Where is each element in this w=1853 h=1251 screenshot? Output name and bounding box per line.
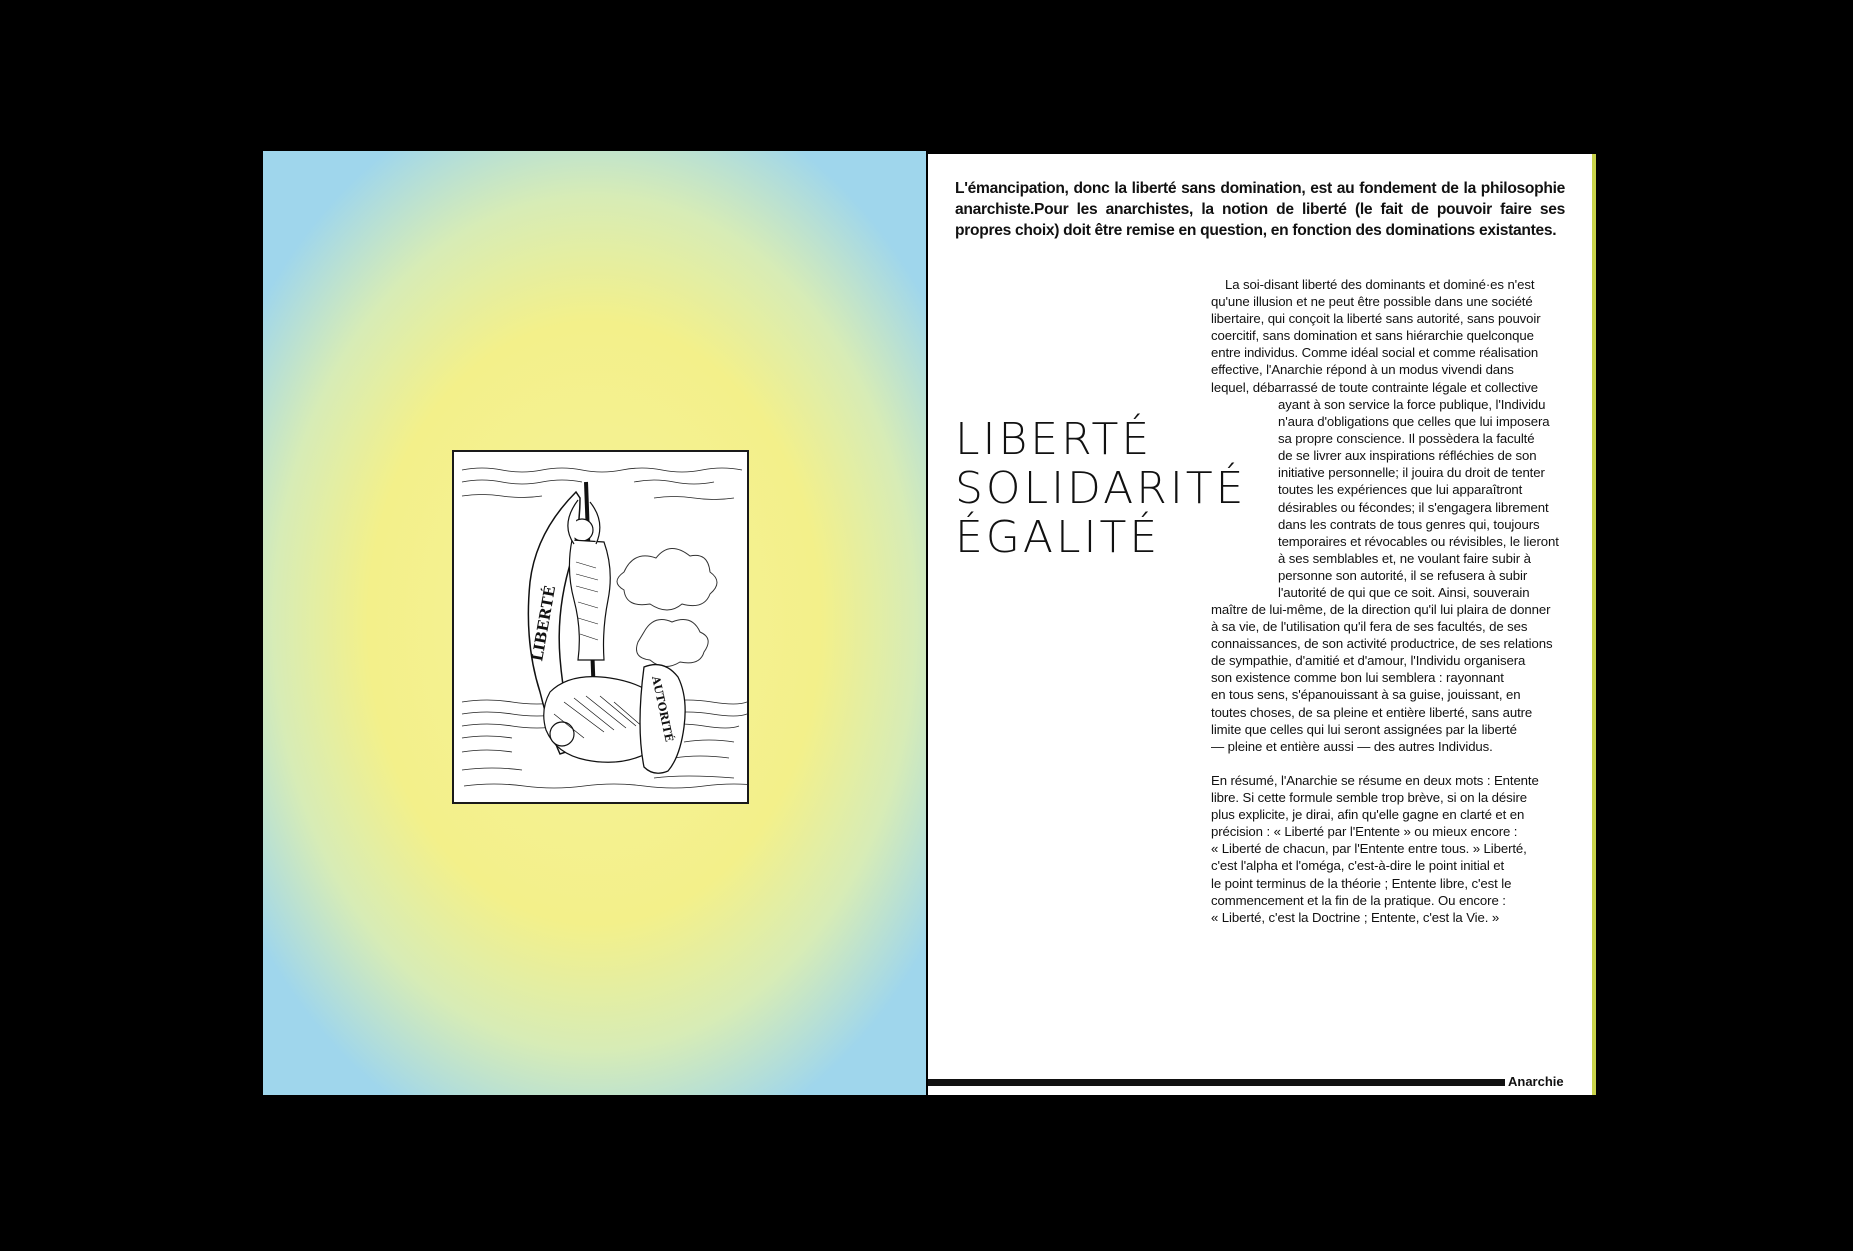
text-line: précision : « Liberté par l'Entente » ou mieux encore :: [1211, 824, 1518, 840]
title-word-solidarite: SOLIDARITÉ: [955, 463, 1247, 514]
banner-text: LIBERTÉ: [528, 584, 560, 663]
body-paragraph-resume: [1211, 772, 1566, 926]
text-line: libre. Si cette formule semble trop brève, si on la désire: [1211, 790, 1527, 806]
text-line: toutes les expériences que lui apparaîtront: [1278, 482, 1523, 498]
text-line: son existence comme bon lui semblera : rayonnant: [1211, 670, 1504, 686]
text-line: En résumé, l'Anarchie se résume en deux mots : Entente: [1211, 773, 1539, 788]
text-line: « Liberté de chacun, par l'Entente entre tous. » Liberté,: [1211, 841, 1527, 857]
text-line: limite que celles qui lui seront assignées par la liberté: [1211, 721, 1517, 737]
intro-paragraph: L'émancipation, donc la liberté sans domination, est au fondement de la philosophie anarchiste.Pour les anarchistes, la notion de liberté (le fait de pouvoir faire ses propres choix) doit être remise en question, en fonction des dominations existantes.: [955, 180, 1565, 239]
body-paragraph-middle: [1278, 396, 1566, 601]
text-line: de sympathie, d'amitié et d'amour, l'Individu organisera: [1211, 653, 1526, 669]
text-line: le point terminus de la théorie ; Entente libre, c'est le: [1211, 875, 1512, 891]
text-line: ayant à son service la force publique, l'Individu: [1278, 397, 1546, 412]
text-line: initiative personnelle; il jouira du droit de tenter: [1278, 465, 1545, 481]
title-word-egalite: ÉGALITÉ: [955, 512, 1161, 563]
text-line: de se livrer aux inspirations réfléchies de son: [1278, 448, 1537, 464]
text-line: entre individus. Comme idéal social et comme réalisation: [1211, 345, 1539, 361]
text-line: La soi-disant liberté des dominants et dominé·es n'est: [1225, 277, 1535, 292]
footer-rule: [928, 1079, 1505, 1086]
text-line: « Liberté, c'est la Doctrine ; Entente, c'est la Vie. »: [1211, 909, 1500, 925]
engraving-image: [454, 452, 747, 802]
right-page: [928, 154, 1592, 1095]
sack-text: AUTORITÉ: [649, 674, 676, 743]
text-line: n'aura d'obligations que celles que lui imposera: [1278, 414, 1550, 430]
text-line: connaissances, de son activité productrice, de ses relations: [1211, 636, 1553, 652]
body-paragraph-top: [1211, 276, 1566, 396]
text-line: maître de lui-même, de la direction qu'il lui plaira de donner: [1211, 602, 1551, 617]
liberte-autorite-illustration: [452, 450, 749, 804]
text-line: toutes choses, de sa pleine et entière liberté, sans autre: [1211, 704, 1533, 720]
text-line: personne son autorité, il se refusera à subir: [1278, 567, 1528, 583]
text-line: à sa vie, de l'utilisation qu'il fera de ses facultés, de ses: [1211, 619, 1528, 635]
page-edge: [1592, 154, 1596, 1095]
text-line: temporaires et révocables ou révisibles, le lieront: [1278, 533, 1559, 549]
text-line: libertaire, qui conçoit la liberté sans autorité, sans pouvoir: [1211, 311, 1541, 327]
text-line: en tous sens, s'épanouissant à sa guise, jouissant, en: [1211, 687, 1521, 703]
footer-running-title: Anarchie: [1508, 1074, 1564, 1089]
text-line: lequel, débarrassé de toute contrainte légale et collective: [1211, 379, 1538, 395]
text-line: coercitif, sans domination et sans hiérarchie quelconque: [1211, 328, 1534, 344]
title-word-liberte: LIBERTÉ: [955, 414, 1153, 465]
text-line: dans les contrats de tous genres qui, toujours: [1278, 516, 1540, 532]
text-line: à ses semblables et, ne voulant faire subir à: [1278, 550, 1531, 566]
text-line: plus explicite, je dirai, afin qu'elle gagne en clarté et en: [1211, 807, 1525, 823]
text-line: sa propre conscience. Il possèdera la faculté: [1278, 431, 1535, 447]
text-line: c'est l'alpha et l'oméga, c'est-à-dire le point initial et: [1211, 858, 1505, 874]
text-line: commencement et la fin de la pratique. Ou encore :: [1211, 892, 1506, 908]
text-line: qu'une illusion et ne peut être possible dans une société: [1211, 294, 1533, 310]
text-line: désirables ou fécondes; il s'engagera librement: [1278, 499, 1549, 515]
text-line: effective, l'Anarchie répond à un modus vivendi dans: [1211, 362, 1514, 378]
text-line: — pleine et entière aussi — des autres Individus.: [1211, 738, 1493, 754]
text-line: l'autorité de qui que ce soit. Ainsi, souverain: [1278, 585, 1530, 601]
body-paragraph-bottom: [1211, 601, 1566, 755]
left-page: [263, 151, 926, 1095]
